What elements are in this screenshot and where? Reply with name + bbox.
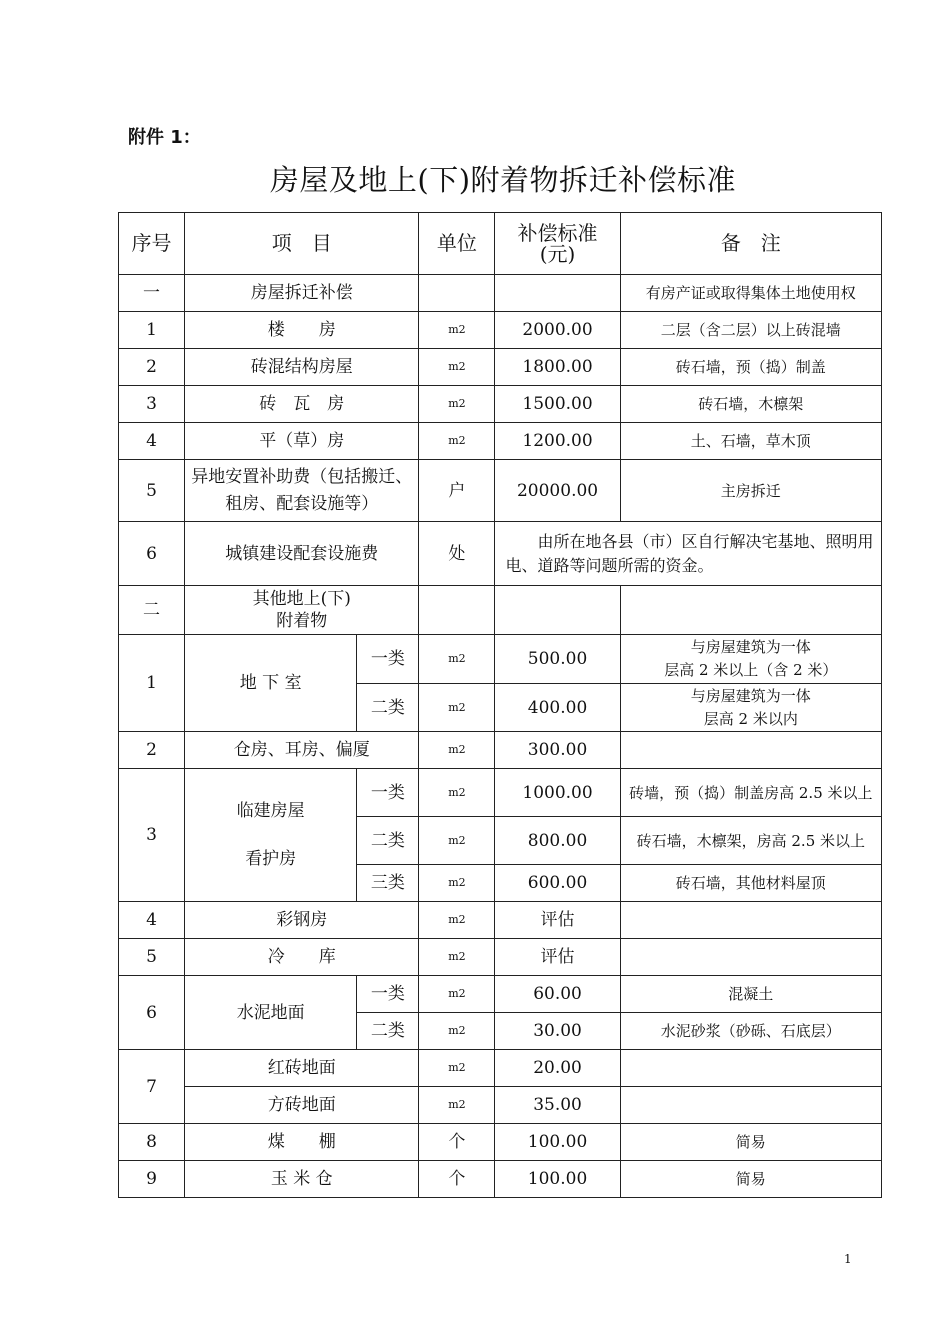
table-row <box>119 312 882 349</box>
cell-standard: 100.00 <box>495 1161 620 1198</box>
cell-note <box>620 732 881 769</box>
cell-unit: 户 <box>419 460 495 522</box>
cell-note: 土、石墙，草木顶 <box>620 423 881 460</box>
cell-note <box>620 586 881 635</box>
cell-no: 7 <box>119 1050 185 1124</box>
cell-note: 有房产证或取得集体土地使用权 <box>620 275 881 312</box>
table-row <box>119 349 882 386</box>
cell-note <box>620 1087 881 1124</box>
cell-no: 一 <box>119 275 185 312</box>
table-row <box>119 1087 882 1124</box>
cell-note: 砖石墙，预（捣）制盖 <box>620 349 881 386</box>
cell-standard: 1200.00 <box>495 423 620 460</box>
cell-no: 5 <box>119 939 185 976</box>
cell-item: 楼 房 <box>185 312 419 349</box>
cell-standard <box>495 586 620 635</box>
cell-note: 简易 <box>620 1161 881 1198</box>
cell-no: 4 <box>119 423 185 460</box>
compensation-table <box>118 212 882 1198</box>
cell-class: 二类 <box>357 684 419 732</box>
cell-unit: m2 <box>419 865 495 902</box>
cell-standard: 20.00 <box>495 1050 620 1087</box>
cell-item: 彩钢房 <box>185 902 419 939</box>
cell-standard: 1500.00 <box>495 386 620 423</box>
table-row <box>119 732 882 769</box>
cell-no: 6 <box>119 976 185 1050</box>
cell-unit: 个 <box>419 1124 495 1161</box>
cell-unit: m2 <box>419 939 495 976</box>
cell-standard: 35.00 <box>495 1087 620 1124</box>
cell-no: 二 <box>119 586 185 635</box>
cell-class: 二类 <box>357 1013 419 1050</box>
cell-no: 1 <box>119 635 185 732</box>
cell-unit: 处 <box>419 522 495 586</box>
cell-note: 砖墙，预（捣）制盖房高 2.5 米以上 <box>620 769 881 817</box>
cell-standard: 100.00 <box>495 1124 620 1161</box>
cell-class: 三类 <box>357 865 419 902</box>
cell-note: 与房屋建筑为一体 层高 2 米以上（含 2 米） <box>620 635 881 684</box>
header-note: 备 注 <box>620 213 881 275</box>
cell-standard: 30.00 <box>495 1013 620 1050</box>
cell-standard: 800.00 <box>495 817 620 865</box>
cell-unit <box>419 586 495 635</box>
cell-item: 异地安置补助费（包括搬迁、租房、配套设施等） <box>185 460 419 522</box>
cell-standard: 评估 <box>495 902 620 939</box>
table-header-row <box>119 213 882 275</box>
cell-standard: 400.00 <box>495 684 620 732</box>
cell-item: 地 下 室 <box>185 635 357 732</box>
table-row <box>119 1161 882 1198</box>
cell-unit: m2 <box>419 769 495 817</box>
cell-item: 仓房、耳房、偏厦 <box>185 732 419 769</box>
cell-note: 水泥砂浆（砂砾、石底层） <box>620 1013 881 1050</box>
cell-unit: m2 <box>419 1087 495 1124</box>
table-row <box>119 769 882 817</box>
cell-item: 砖混结构房屋 <box>185 349 419 386</box>
cell-no: 2 <box>119 732 185 769</box>
table-row <box>119 939 882 976</box>
cell-no: 3 <box>119 769 185 902</box>
cell-no: 8 <box>119 1124 185 1161</box>
header-unit: 单位 <box>419 213 495 275</box>
cell-item: 冷 库 <box>185 939 419 976</box>
cell-note <box>620 939 881 976</box>
cell-unit: m2 <box>419 1013 495 1050</box>
table-row <box>119 586 882 635</box>
table-row <box>119 423 882 460</box>
cell-no: 5 <box>119 460 185 522</box>
cell-unit: m2 <box>419 976 495 1013</box>
cell-unit: m2 <box>419 902 495 939</box>
cell-standard: 300.00 <box>495 732 620 769</box>
cell-note <box>620 1050 881 1087</box>
cell-item: 房屋拆迁补偿 <box>185 275 419 312</box>
cell-class: 一类 <box>357 769 419 817</box>
cell-standard: 评估 <box>495 939 620 976</box>
cell-unit: m2 <box>419 817 495 865</box>
cell-no: 1 <box>119 312 185 349</box>
cell-item: 水泥地面 <box>185 976 357 1050</box>
cell-item: 玉 米 仓 <box>185 1161 419 1198</box>
cell-standard: 1000.00 <box>495 769 620 817</box>
cell-no: 6 <box>119 522 185 586</box>
cell-unit: m2 <box>419 684 495 732</box>
cell-note: 砖石墙，其他材料屋顶 <box>620 865 881 902</box>
page-number: 1 <box>844 1252 852 1266</box>
cell-standard: 1800.00 <box>495 349 620 386</box>
table-row <box>119 902 882 939</box>
cell-unit: m2 <box>419 732 495 769</box>
header-standard: 补偿标准 (元) <box>495 213 620 275</box>
cell-no: 9 <box>119 1161 185 1198</box>
cell-note: 砖石墙，木檩架 <box>620 386 881 423</box>
cell-note: 砖石墙，木檩架，房高 2.5 米以上 <box>620 817 881 865</box>
document-title: 房屋及地上(下)附着物拆迁补偿标准 <box>269 163 737 197</box>
cell-unit: 个 <box>419 1161 495 1198</box>
cell-note: 二层（含二层）以上砖混墙 <box>620 312 881 349</box>
cell-standard: 2000.00 <box>495 312 620 349</box>
table-row <box>119 275 882 312</box>
table-row <box>119 460 882 522</box>
cell-unit: m2 <box>419 423 495 460</box>
cell-standard: 600.00 <box>495 865 620 902</box>
cell-item: 其他地上(下) 附着物 <box>185 586 419 635</box>
cell-item: 砖 瓦 房 <box>185 386 419 423</box>
cell-note <box>620 902 881 939</box>
attachment-label: 附件 1： <box>128 127 201 148</box>
table-row <box>119 386 882 423</box>
cell-standard: 20000.00 <box>495 460 620 522</box>
cell-no: 2 <box>119 349 185 386</box>
cell-item: 城镇建设配套设施费 <box>185 522 419 586</box>
cell-unit <box>419 275 495 312</box>
cell-note: 混凝土 <box>620 976 881 1013</box>
cell-class: 一类 <box>357 976 419 1013</box>
cell-item: 平（草）房 <box>185 423 419 460</box>
cell-item: 红砖地面 <box>185 1050 419 1087</box>
table-row <box>119 1050 882 1087</box>
cell-unit: m2 <box>419 312 495 349</box>
cell-standard <box>495 275 620 312</box>
cell-note: 简易 <box>620 1124 881 1161</box>
cell-unit: m2 <box>419 635 495 684</box>
table-row <box>119 635 882 684</box>
cell-note: 与房屋建筑为一体 层高 2 米以内 <box>620 684 881 732</box>
table-row <box>119 1124 882 1161</box>
cell-no: 3 <box>119 386 185 423</box>
table-row <box>119 522 882 586</box>
cell-standard: 500.00 <box>495 635 620 684</box>
cell-note: 主房拆迁 <box>620 460 881 522</box>
cell-class: 一类 <box>357 635 419 684</box>
cell-item: 方砖地面 <box>185 1087 419 1124</box>
cell-unit: m2 <box>419 386 495 423</box>
table-row <box>119 976 882 1013</box>
cell-class: 二类 <box>357 817 419 865</box>
cell-no: 4 <box>119 902 185 939</box>
cell-item: 临建房屋 看护房 <box>185 769 357 902</box>
cell-item: 煤 棚 <box>185 1124 419 1161</box>
cell-unit: m2 <box>419 349 495 386</box>
cell-unit: m2 <box>419 1050 495 1087</box>
cell-standard: 60.00 <box>495 976 620 1013</box>
cell-merged-note: 由所在地各县（市）区自行解决宅基地、照明用电、道路等问题所需的资金。 <box>495 522 882 586</box>
header-no: 序号 <box>119 213 185 275</box>
header-item: 项 目 <box>185 213 419 275</box>
